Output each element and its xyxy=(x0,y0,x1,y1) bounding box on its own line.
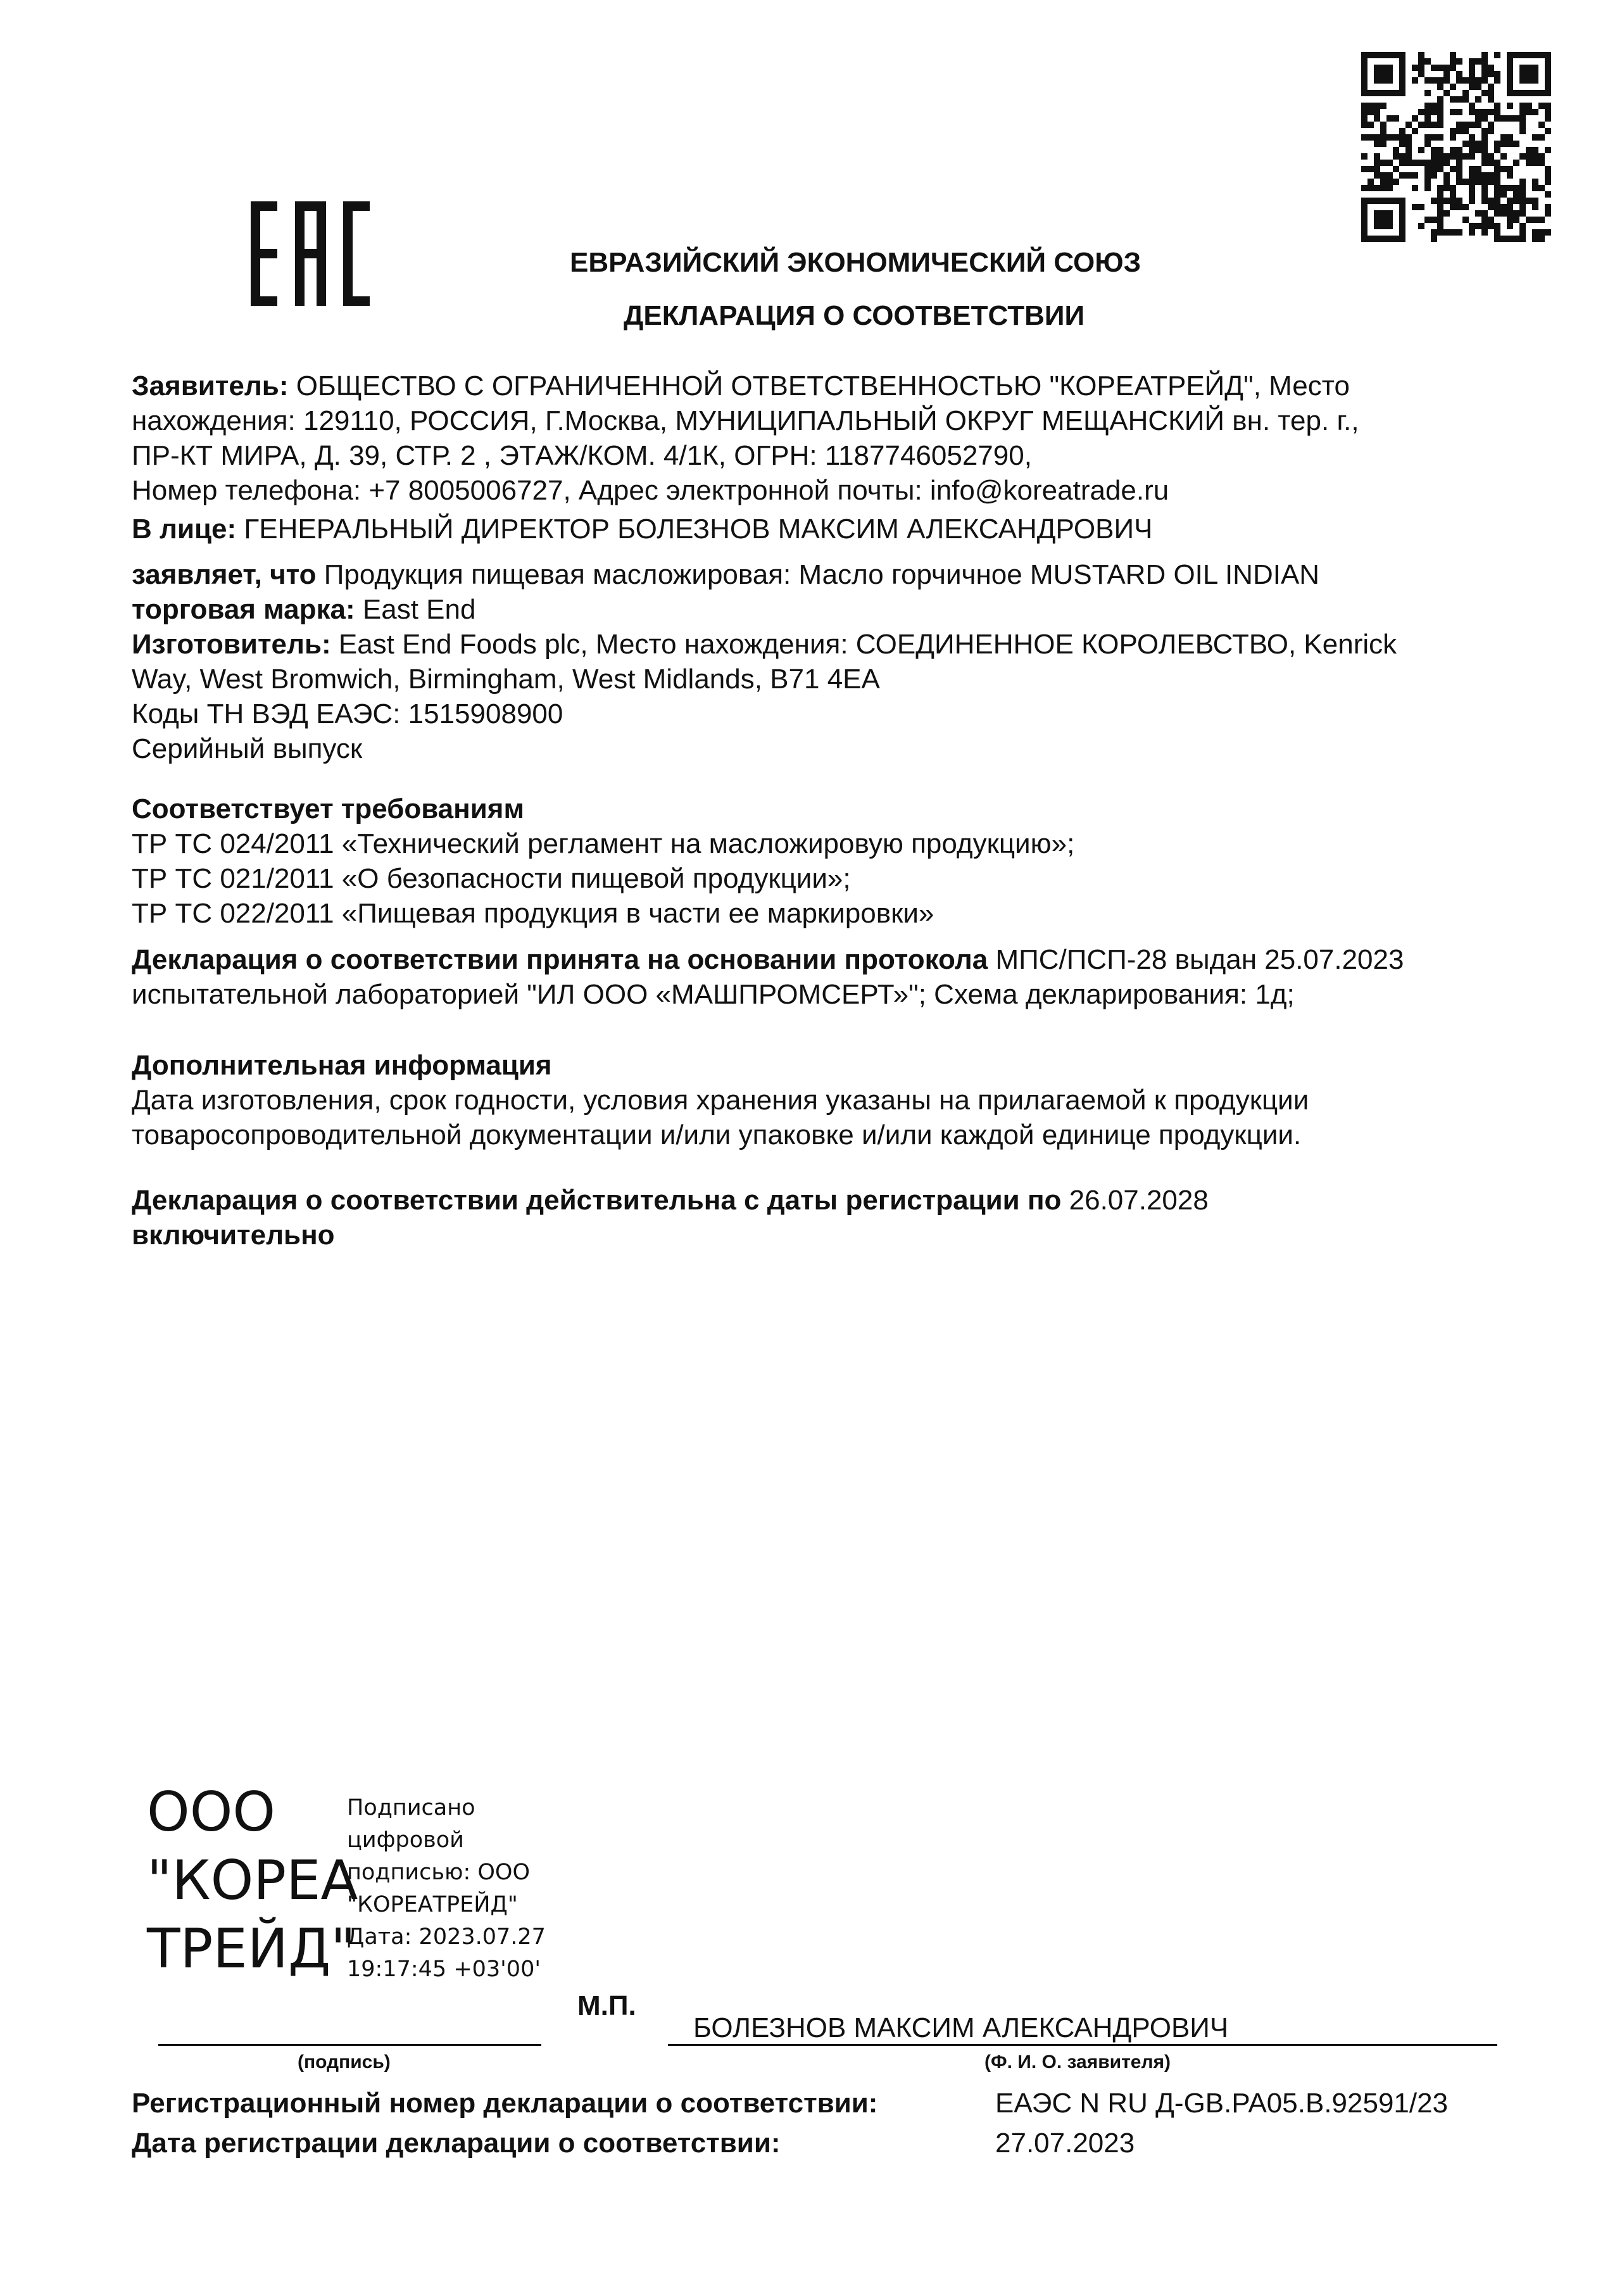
trademark-value: East End xyxy=(355,594,476,625)
validity-label: Декларация о соответствии действительна с даты регистрации по xyxy=(132,1185,1062,1216)
signature-detail-line: цифровой xyxy=(347,1827,464,1853)
trademark-line xyxy=(132,592,475,627)
basis-value: МПС/ПСП-28 выдан 25.07.2023 xyxy=(988,944,1404,975)
applicant-line-4: Номер телефона: +7 8005006727, Адрес электронной почты: info@koreatrade.ru xyxy=(132,475,1169,506)
union-title: ЕВРАЗИЙСКИЙ ЭКОНОМИЧЕСКИЙ СОЮЗ xyxy=(570,247,1141,278)
signature-caption: (подпись) xyxy=(298,2052,391,2072)
validity-value: 26.07.2028 xyxy=(1061,1185,1209,1216)
declares-line xyxy=(132,557,1319,592)
qr-code-pattern xyxy=(1361,52,1551,242)
requirements-heading: Соответствует требованиям xyxy=(132,793,524,824)
additional-line-2: товаросопроводительной документации и/или упаковке и/или каждой единице продукции. xyxy=(132,1120,1302,1151)
declares-label: заявляет, что xyxy=(132,559,317,590)
signature-company-line: ООО xyxy=(147,1781,276,1844)
applicant-label: Заявитель: xyxy=(132,370,289,401)
registration-date-value: 27.07.2023 xyxy=(995,2128,1135,2159)
additional-heading: Дополнительная информация xyxy=(132,1050,552,1081)
signature-underline xyxy=(158,2044,541,2046)
digital-signature-details xyxy=(347,1792,546,1986)
requirement-item: ТР ТС 024/2011 «Технический регламент на масложировую продукцию»; xyxy=(132,828,1075,859)
signature-detail-line: Дата: 2023.07.27 xyxy=(347,1924,546,1950)
registration-date-label: Дата регистрации декларации о соответствии: xyxy=(132,2128,781,2159)
declares-value: Продукция пищевая масложировая: Масло горчичное MUSTARD OIL INDIAN xyxy=(316,559,1320,590)
validity-line-1 xyxy=(132,1183,1209,1218)
signature-company-line: ТРЕЙД" xyxy=(147,1917,356,1981)
manufacturer-line-1 xyxy=(132,627,1397,662)
basis-line-2: испытательной лабораторией "ИЛ ООО «МАШПРОМСЕРТ»"; Схема декларирования: 1д; xyxy=(132,979,1295,1010)
signature-detail-line: подписью: ООО xyxy=(347,1860,531,1885)
represented-label: В лице: xyxy=(132,514,237,545)
signature-detail-line: "КОРЕАТРЕЙД" xyxy=(347,1892,518,1917)
represented-value: ГЕНЕРАЛЬНЫЙ ДИРЕКТОР БОЛЕЗНОВ МАКСИМ АЛЕКСАНДРОВИЧ xyxy=(236,514,1153,545)
eac-logo xyxy=(247,201,374,306)
signer-name: БОЛЕЗНОВ МАКСИМ АЛЕКСАНДРОВИЧ xyxy=(693,2012,1229,2043)
applicant-value: ОБЩЕСТВО С ОГРАНИЧЕННОЙ ОТВЕТСТВЕННОСТЬЮ "КОРЕАТРЕЙД", Место xyxy=(288,370,1350,401)
manufacturer-label: Изготовитель: xyxy=(132,629,331,660)
basis-line-1 xyxy=(132,942,1404,977)
applicant-line-2: нахождения: 129110, РОССИЯ, Г.Москва, МУНИЦИПАЛЬНЫЙ ОКРУГ МЕЩАНСКИЙ вн. тер. г., xyxy=(132,405,1359,436)
requirement-item: ТР ТС 021/2011 «О безопасности пищевой продукции»; xyxy=(132,863,851,894)
additional-line-1: Дата изготовления, срок годности, условия хранения указаны на прилагаемой к продукции xyxy=(132,1085,1309,1116)
stamp-label: М.П. xyxy=(577,1990,636,2021)
trademark-label: торговая марка: xyxy=(132,594,355,625)
applicant-line-3: ПР-КТ МИРА, Д. 39, СТР. 2 , ЭТАЖ/КОМ. 4/1К, ОГРН: 1187746052790, xyxy=(132,440,1032,471)
basis-label: Декларация о соответствии принята на основании протокола xyxy=(132,944,988,975)
release-line: Серийный выпуск xyxy=(132,733,363,764)
registration-number-value: ЕАЭС N RU Д-GB.PA05.B.92591/23 xyxy=(995,2088,1449,2119)
signature-detail-line: 19:17:45 +03'00' xyxy=(347,1957,541,1982)
codes-line: Коды ТН ВЭД ЕАЭС: 1515908900 xyxy=(132,698,563,729)
manufacturer-value: East End Foods plc, Место нахождения: СОЕДИНЕННОЕ КОРОЛЕВСТВО, Kenrick xyxy=(330,629,1397,660)
name-caption: (Ф. И. О. заявителя) xyxy=(984,2052,1171,2072)
applicant-line-1 xyxy=(132,369,1350,403)
signature-company-line: "КОРЕА xyxy=(147,1849,358,1912)
requirement-item: ТР ТС 022/2011 «Пищевая продукция в части ее маркировки» xyxy=(132,898,934,929)
represented-line xyxy=(132,512,1152,546)
name-underline xyxy=(668,2044,1497,2046)
manufacturer-line-2: Way, West Bromwich, Birmingham, West Midlands, B71 4EA xyxy=(132,664,880,695)
document-title: ДЕКЛАРАЦИЯ О СООТВЕТСТВИИ xyxy=(624,300,1085,331)
registration-number-label: Регистрационный номер декларации о соответствии: xyxy=(132,2088,878,2119)
qr-code xyxy=(1361,52,1551,242)
signature-detail-line: Подписано xyxy=(347,1795,475,1820)
validity-line-2: включительно xyxy=(132,1220,335,1251)
digital-signature-company xyxy=(147,1778,358,1983)
